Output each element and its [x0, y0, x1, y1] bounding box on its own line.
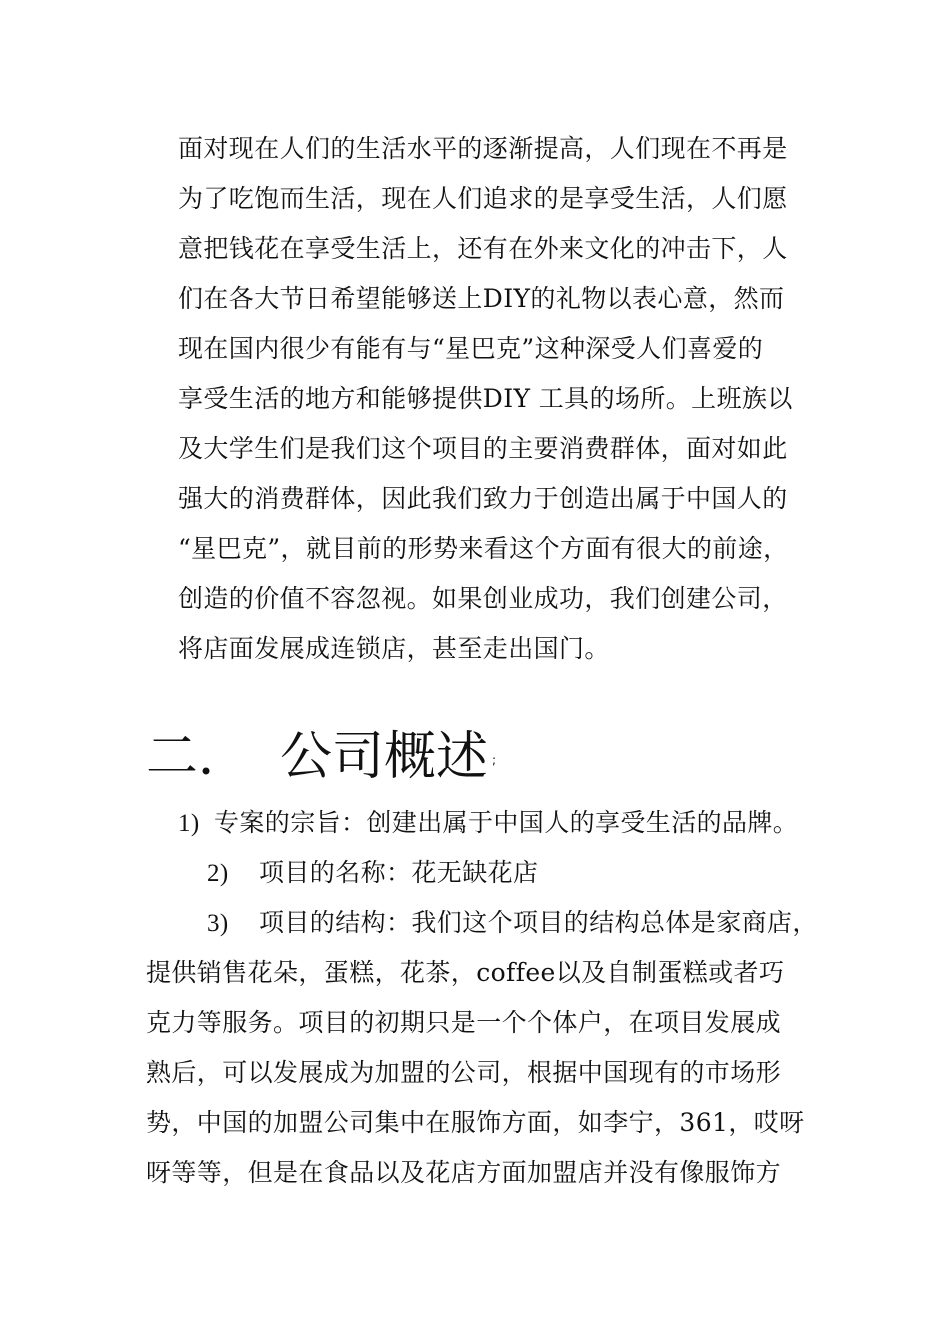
section-heading — [146, 722, 496, 795]
paragraph-line: 克力等服务。项目的初期只是一个个体户，在项目发展成 — [146, 1008, 782, 1037]
intro-line: 创造的价值不容忽视。如果创业成功，我们创建公司， — [178, 584, 788, 613]
item-number: 1) — [178, 810, 200, 837]
section-number: 二． — [146, 727, 251, 787]
intro-line: 面对现在人们的生活水平的逐渐提高，人们现在不再是 — [178, 134, 788, 163]
paragraph-line: 呀等等，但是在食品以及花店方面加盟店并没有像服饰方 — [146, 1158, 782, 1187]
intro-line: 们在各大节日希望能够送上DIY的礼物以表心意，然而 — [178, 284, 785, 313]
item-text: 专案的宗旨：创建出属于中国人的享受生活的品牌。 — [214, 808, 799, 837]
section-title: 公司概述 — [280, 727, 489, 787]
list-item-2 — [207, 856, 538, 891]
intro-line: 强大的消费群体，因此我们致力于创造出属于中国人的 — [178, 484, 788, 513]
list-item-3 — [207, 906, 818, 941]
intro-line: 将店面发展成连锁店，甚至走出国门。 — [178, 634, 610, 663]
paragraph-line: 熟后，可以发展成为加盟的公司，根据中国现有的市场形 — [146, 1058, 782, 1087]
heading-mark: ; — [492, 753, 497, 767]
intro-line: 现在国内很少有能有与“星巴克”这种深受人们喜爱的 — [178, 334, 764, 363]
item-text: 项目的结构：我们这个项目的结构总体是家商店， — [259, 908, 818, 937]
intro-line: 为了吃饱而生活，现在人们追求的是享受生活，人们愿 — [178, 184, 788, 213]
paragraph-line: 提供销售花朵，蛋糕，花茶，coffee以及自制蛋糕或者巧 — [146, 958, 785, 987]
intro-line: “星巴克”，就目前的形势来看这个方面有很大的前途， — [178, 534, 789, 563]
list-item-1 — [178, 806, 798, 841]
intro-line: 意把钱花在享受生活上，还有在外来文化的冲击下，人 — [178, 234, 788, 263]
intro-line: 享受生活的地方和能够提供DIY 工具的场所。上班族以 — [178, 384, 793, 413]
item-number: 2) — [207, 860, 229, 887]
item-number: 3) — [207, 910, 229, 937]
paragraph-line: 势，中国的加盟公司集中在服饰方面，如李宁，361，哎呀 — [146, 1108, 805, 1137]
intro-line: 及大学生们是我们这个项目的主要消费群体，面对如此 — [178, 434, 788, 463]
item-text: 项目的名称：花无缺花店 — [259, 858, 539, 887]
